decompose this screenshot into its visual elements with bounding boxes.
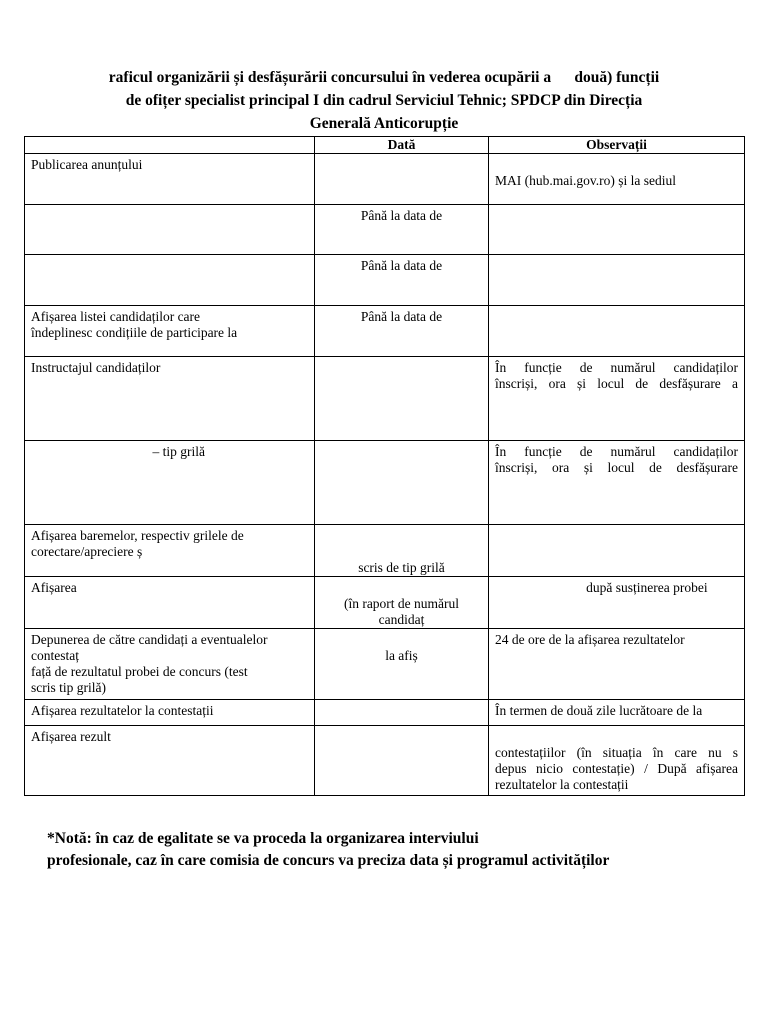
table-row [25,154,745,205]
table-row [25,726,745,796]
date-cell [315,577,489,629]
date-cell [315,205,489,255]
cell-text-line: rezultatelor la contestații [495,777,629,792]
activity-cell [25,441,315,525]
header-observations: Observații [489,137,745,154]
title-line-2: de ofițer specialist principal I din cadrul Serviciul Tehnic; SPDCP din Direcția [125,92,643,109]
activity-cell [25,629,315,700]
cell-text-line: Instructajul candidaților [31,360,161,375]
table-row [25,577,745,629]
cell-text-line: îndeplinesc condițiile de participare la [31,325,238,340]
cell-text-line: la afiș [385,648,418,663]
cell-text-line: corectare/apreciere ș [31,544,143,559]
date-cell [315,700,489,726]
cell-text-line: Până la data de [360,309,443,324]
cell-text-line: În funcție de numărul candidaților [495,360,738,375]
activity-cell [25,700,315,726]
title-line-1: raficul organizării și desfășurării concursului în vederea ocupării a două) funcții [108,69,660,86]
cell-text-line: scris tip grilă) [31,680,106,695]
table-row [25,306,745,357]
header-date: Dată [315,137,489,154]
observations-cell [489,154,745,205]
date-cell [315,726,489,796]
cell-text-line: Afișarea [31,580,77,595]
cell-text-line: înscriși, ora și locul de desfășurare [495,460,738,475]
table-row [25,525,745,577]
activity-cell [25,577,315,629]
document-title [24,66,744,135]
footnote-line-1: *Notă: în caz de egalitate se va proceda la organizarea interviului [47,830,479,847]
table-row [25,441,745,525]
table-body [25,154,745,796]
cell-text-line: În termen de două zile lucrătoare de la [495,703,703,718]
cell-text-line: depus nicio contestație) / După afișarea [495,761,738,776]
footnote [47,828,737,872]
activity-cell [25,306,315,357]
cell-text-line: Publicarea anunțului [31,157,143,172]
cell-text-line: contestaț [31,648,79,663]
cell-text-line: 24 de ore de la afișarea rezultatelor [495,632,685,647]
header-activity [25,137,315,154]
cell-text-line: – tip grilă [31,444,205,459]
activity-cell [25,357,315,441]
title-line-3: Generală Anticorupție [309,115,459,132]
table-row [25,357,745,441]
cell-text-line: scris de tip grilă [358,560,445,575]
cell-text-line [495,729,738,745]
cell-text-line: Depunerea de către candidați a eventualelor [31,632,268,647]
date-cell [315,154,489,205]
date-cell [315,525,489,577]
table-row [25,255,745,306]
cell-text-line: (în raport de numărul [343,596,460,611]
cell-text-line: MAI (hub.mai.gov.ro) și la sediul [495,173,676,188]
date-cell [315,629,489,700]
observations-cell [489,441,745,525]
date-cell [315,306,489,357]
observations-cell [489,357,745,441]
activity-cell [25,726,315,796]
footnote-line-2: profesionale, caz în care comisia de concurs va preciza data și programul activităților [47,852,610,869]
observations-cell [489,306,745,357]
cell-text-line [495,157,738,173]
activity-cell [25,255,315,306]
observations-cell [489,525,745,577]
cell-text-line: înscriși, ora și locul de desfășurare a [495,376,738,391]
table-row [25,700,745,726]
cell-text-line [315,580,488,596]
date-cell [315,441,489,525]
cell-text-line [315,528,488,544]
table-row [25,629,745,700]
observations-cell [489,255,745,306]
cell-text-line: Afișarea listei candidaților care [31,309,201,324]
cell-text-line: Până la data de [360,258,443,273]
observations-cell [489,205,745,255]
activity-cell [25,154,315,205]
table-header-row [25,137,745,154]
cell-text-line: candidaț [378,612,425,627]
schedule-table [24,136,745,796]
cell-text-line [315,544,488,560]
cell-text-line: contestațiilor (în situația în care nu s [495,745,738,760]
cell-text-line: Afișarea baremelor, respectiv grilele de [31,528,244,543]
cell-text-line: Până la data de [360,208,443,223]
observations-cell [489,700,745,726]
date-cell [315,255,489,306]
activity-cell [25,525,315,577]
cell-text-line: după susținerea probei [495,580,708,595]
cell-text-line: față de rezultatul probei de concurs (test [31,664,248,679]
cell-text-line: Afișarea rezultatelor la contestații [31,703,214,718]
observations-cell [489,577,745,629]
activity-cell [25,205,315,255]
observations-cell [489,726,745,796]
cell-text-line [315,632,488,648]
observations-cell [489,629,745,700]
date-cell [315,357,489,441]
cell-text-line: Afișarea rezult [31,729,111,744]
table-row [25,205,745,255]
cell-text-line: În funcție de numărul candidaților [495,444,738,459]
